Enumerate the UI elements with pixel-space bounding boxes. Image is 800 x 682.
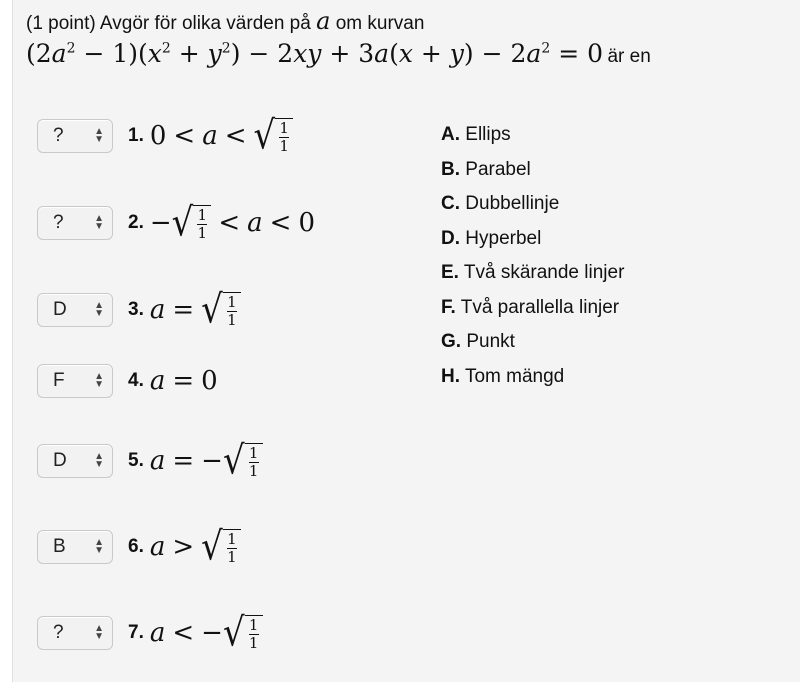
math-operator: = [172, 295, 195, 325]
math-operator: > [172, 532, 195, 562]
answer-option [441, 222, 624, 257]
answer-select-2[interactable] [37, 206, 113, 240]
sqrt-expression [222, 438, 263, 484]
select-arrows-icon: ▲ ▼ [94, 213, 104, 232]
option-text: Två skärande linjer [463, 262, 625, 283]
radical-icon: √ [222, 438, 245, 484]
radical-icon: √ [201, 524, 223, 570]
answer-option [441, 187, 624, 222]
condition-4 [150, 366, 218, 396]
math-variable: a [149, 366, 166, 396]
answer-option [441, 291, 624, 326]
math-operator: < [173, 121, 196, 151]
problem-panel [12, 0, 800, 682]
answer-select-1[interactable] [37, 119, 113, 153]
math-operator: − [201, 446, 223, 476]
question-row-2 [37, 200, 315, 246]
fraction-denominator: 1 [197, 224, 208, 242]
answer-select-3[interactable] [37, 293, 113, 327]
option-letter: A. [441, 124, 460, 145]
select-arrows-icon: ▲ ▼ [94, 623, 104, 642]
math-operator: < [218, 208, 241, 238]
curve-equation: $(2a^2 - 1)(x^2 + y^2) - 2xy + 3a(x + y) - 2a^2 = 0$ [26, 39, 603, 68]
condition-6 [149, 524, 241, 570]
fraction [197, 207, 207, 242]
answer-option [441, 118, 624, 153]
answer-option [441, 256, 624, 291]
option-letter: B. [441, 158, 460, 180]
condition-2 [149, 200, 315, 246]
condition-3 [149, 287, 241, 333]
option-letter: G. [441, 331, 462, 352]
problem-header [26, 8, 790, 68]
math-variable: a [149, 532, 166, 562]
option-letter: C. [441, 193, 460, 214]
radical-icon: √ [222, 610, 245, 656]
answer-option [441, 153, 624, 188]
math-variable: a [202, 121, 218, 151]
curve-equation-line [26, 39, 790, 68]
fraction [249, 617, 259, 652]
question-number: 1. [128, 125, 144, 146]
question-number: 7. [128, 622, 144, 643]
question-number: 3. [128, 299, 144, 320]
option-text: Hyperbel [465, 227, 542, 249]
fraction-denominator: 1 [227, 311, 237, 329]
select-arrows-icon: ▲ ▼ [94, 371, 104, 390]
fraction [279, 120, 289, 155]
radical-icon: √ [201, 287, 223, 333]
select-value: D [53, 450, 67, 471]
math-operator: = [172, 366, 195, 396]
equation-tail: är en [607, 46, 651, 67]
question-row-5 [37, 438, 263, 484]
fraction-denominator: 1 [227, 548, 237, 566]
statement-variable: a [316, 7, 331, 35]
math-value: 0 [149, 121, 167, 151]
select-value: ? [53, 212, 64, 233]
fraction-numerator: 1 [248, 444, 259, 462]
question-number: 4. [128, 370, 144, 391]
fraction-denominator: 1 [248, 462, 259, 480]
fraction-denominator: 1 [279, 137, 289, 155]
math-variable: a [247, 208, 263, 238]
option-text: Dubbellinje [465, 193, 560, 214]
fraction-denominator: 1 [248, 634, 259, 652]
answer-select-6[interactable] [37, 530, 113, 564]
math-variable: a [149, 618, 166, 648]
select-value: D [53, 299, 67, 320]
statement-suffix: om kurvan [335, 13, 425, 34]
question-number: 2. [128, 212, 144, 233]
math-value: 0 [298, 208, 315, 238]
sqrt-expression [222, 610, 263, 656]
select-arrows-icon: ▲ ▼ [94, 300, 104, 319]
math-operator: < [269, 208, 292, 238]
select-arrows-icon: ▲ ▼ [94, 451, 104, 470]
option-letter: H. [441, 365, 460, 387]
condition-5 [149, 438, 263, 484]
answer-option [441, 360, 624, 395]
answer-select-4[interactable] [37, 364, 113, 398]
math-variable: a [149, 446, 166, 476]
answer-option [441, 325, 624, 360]
question-row-6 [37, 524, 241, 570]
answer-options-list [441, 118, 624, 394]
math-operator: − [149, 208, 172, 238]
sqrt-expression [171, 200, 212, 246]
math-value: 0 [201, 366, 218, 396]
option-text: Två parallella linjer [460, 296, 620, 318]
math-variable: a [149, 295, 166, 325]
select-value: ? [53, 622, 64, 643]
math-operator: − [201, 618, 223, 648]
select-arrows-icon: ▲ ▼ [94, 537, 104, 556]
fraction-numerator: 1 [227, 530, 237, 548]
math-operator: = [172, 446, 195, 476]
select-value: F [53, 370, 65, 391]
question-row-3 [37, 287, 241, 333]
fraction [227, 531, 237, 566]
question-number: 5. [128, 450, 144, 471]
answer-select-5[interactable] [37, 444, 113, 478]
fraction-numerator: 1 [248, 616, 259, 634]
select-arrows-icon: ▲ ▼ [94, 126, 104, 145]
option-text: Punkt [466, 331, 515, 352]
sqrt-expression [201, 287, 241, 333]
problem-statement [26, 8, 790, 37]
radical-icon: √ [171, 200, 194, 246]
option-letter: D. [441, 227, 460, 249]
question-number: 6. [128, 536, 144, 557]
answer-select-7[interactable] [37, 616, 113, 650]
select-value: B [53, 536, 66, 557]
radical-icon: √ [253, 113, 276, 159]
question-row-7 [37, 610, 263, 656]
question-row-1 [37, 113, 293, 159]
option-letter: F. [441, 296, 456, 318]
math-operator: < [172, 618, 195, 648]
question-row-4 [37, 361, 218, 401]
fraction-numerator: 1 [227, 293, 237, 311]
sqrt-expression [201, 524, 241, 570]
condition-7 [149, 610, 263, 656]
select-value: ? [53, 125, 64, 146]
sqrt-expression [253, 113, 294, 159]
fraction-numerator: 1 [197, 206, 208, 224]
condition-1 [149, 113, 293, 159]
math-operator: < [224, 121, 247, 151]
fraction-numerator: 1 [279, 119, 289, 137]
fraction [227, 294, 237, 329]
option-letter: E. [441, 262, 459, 283]
statement-prefix: (1 point) Avgör för olika värden på [26, 13, 311, 34]
option-text: Parabel [465, 158, 531, 180]
option-text: Ellips [465, 124, 511, 145]
fraction [249, 445, 259, 480]
option-text: Tom mängd [464, 365, 565, 387]
